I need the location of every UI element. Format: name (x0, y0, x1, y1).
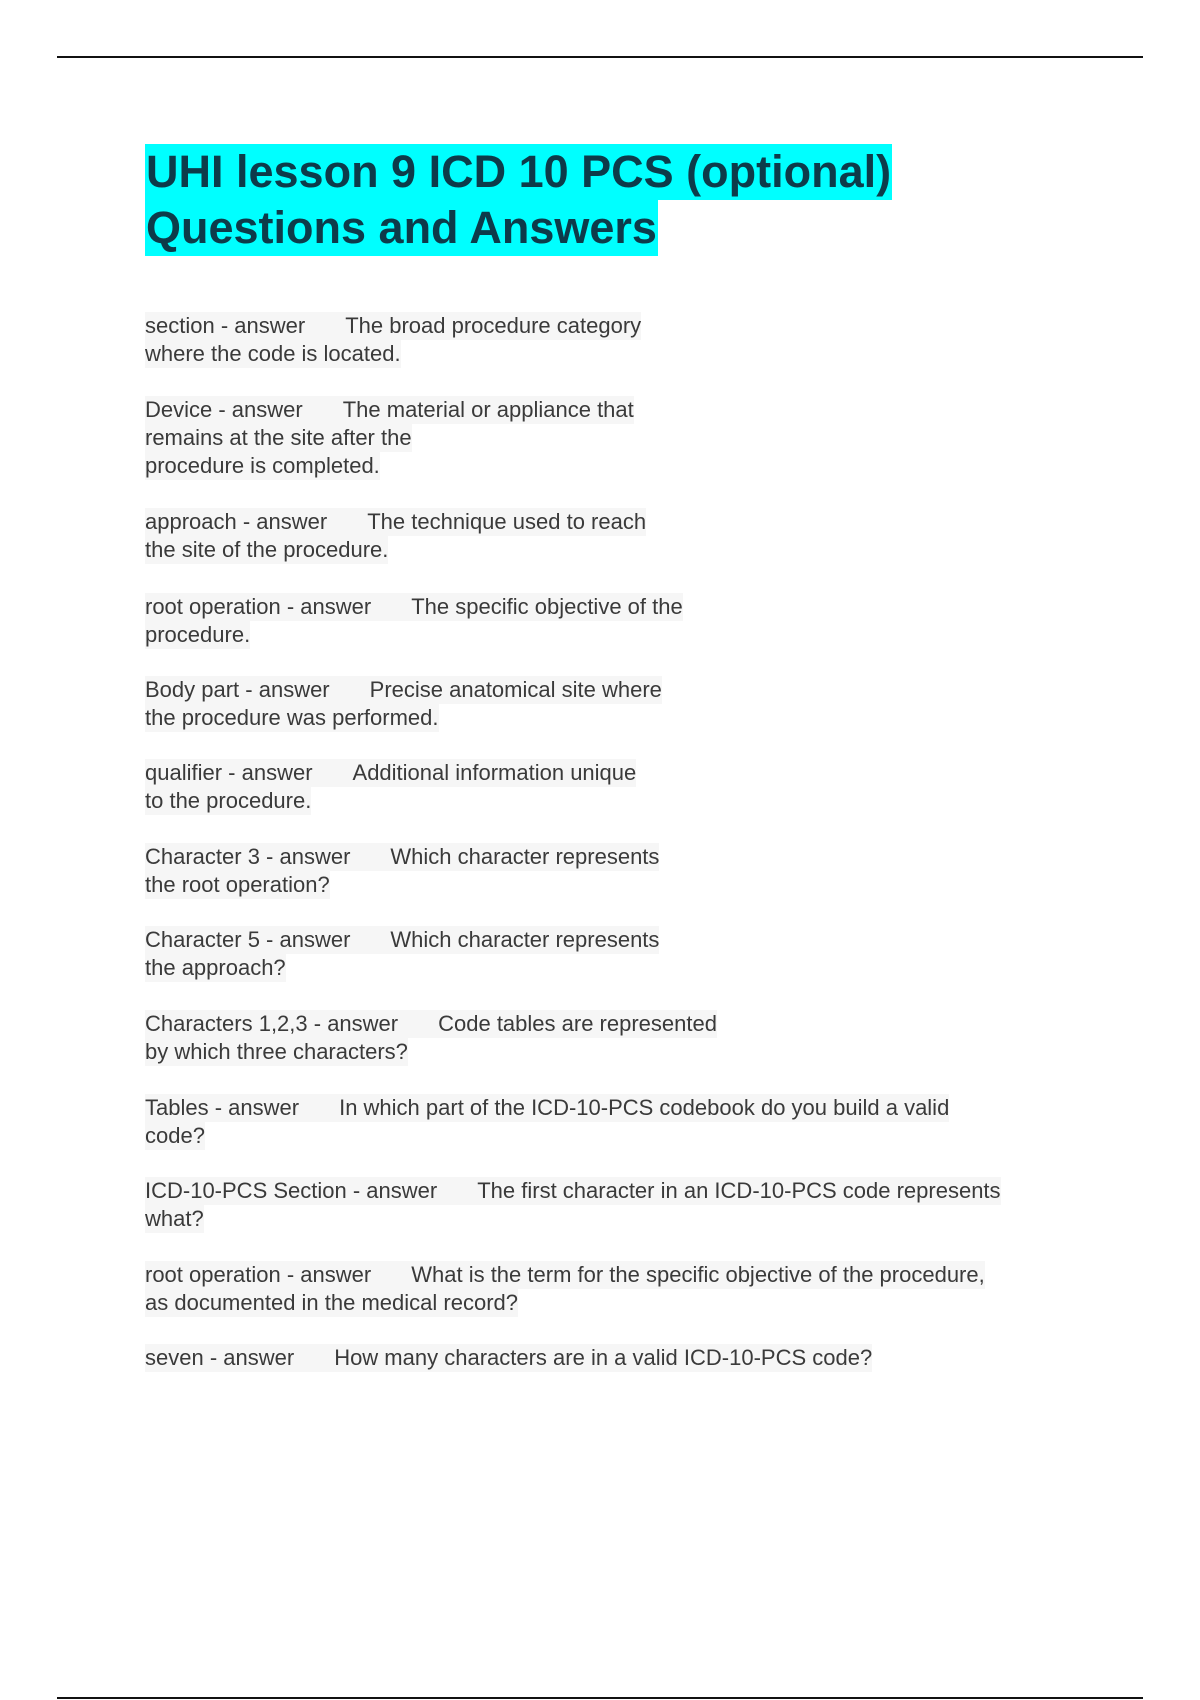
qa-item (145, 759, 636, 815)
qa-first-line (145, 593, 683, 621)
qa-answer-line (145, 1205, 204, 1233)
qa-first-line (145, 843, 659, 871)
qa-item (145, 676, 662, 732)
qa-first-line (145, 1261, 985, 1289)
qa-term: Characters 1,2,3 - answer (145, 1011, 399, 1036)
qa-answer-text: The material or appliance that (342, 397, 634, 422)
qa-answer-text: the approach? (145, 955, 286, 980)
qa-answer-line (145, 704, 439, 732)
qa-answer-text: the root operation? (145, 872, 330, 897)
qa-term: qualifier - answer (145, 760, 313, 785)
qa-answer-line (145, 536, 388, 564)
qa-answer-text: by which three characters? (145, 1039, 408, 1064)
qa-item (145, 312, 641, 368)
qa-answer-text: The technique used to reach (367, 509, 647, 534)
qa-term: root operation - answer (145, 594, 372, 619)
top-rule (57, 56, 1143, 58)
qa-first-line (145, 676, 662, 704)
qa-item (145, 1094, 949, 1150)
qa-answer-text: What is the term for the specific objective of the procedure, (411, 1262, 985, 1287)
qa-answer-line (145, 871, 330, 899)
qa-answer-text: Precise anatomical site where (369, 677, 662, 702)
qa-term: approach - answer (145, 509, 328, 534)
qa-answer-text: procedure. (145, 622, 251, 647)
qa-item (145, 1177, 1001, 1233)
qa-answer-text: where the code is located. (145, 341, 401, 366)
qa-answer-text: procedure is completed. (145, 453, 380, 478)
qa-answer-text: code? (145, 1123, 205, 1148)
qa-answer-text: The specific objective of the (411, 594, 683, 619)
qa-answer-line (145, 1289, 518, 1317)
qa-answer-text: remains at the site after the (145, 425, 412, 450)
qa-term: Body part - answer (145, 677, 330, 702)
qa-answer-text: Which character represents (390, 844, 660, 869)
bottom-rule (57, 1697, 1143, 1699)
page-title (145, 144, 1145, 256)
qa-answer-line (145, 1122, 205, 1150)
qa-answer-text: as documented in the medical record? (145, 1290, 518, 1315)
qa-answer-line (145, 1038, 408, 1066)
qa-answer-text: Which character represents (390, 927, 660, 952)
qa-answer-text: Code tables are represented (438, 1011, 717, 1036)
qa-answer-text: what? (145, 1206, 204, 1231)
qa-answer-text: to the procedure. (145, 788, 312, 813)
qa-answer-text: The first character in an ICD-10-PCS code represents (477, 1178, 1001, 1203)
qa-item (145, 843, 659, 899)
qa-term: Character 3 - answer (145, 844, 351, 869)
qa-answer-line (145, 424, 412, 452)
qa-first-line (145, 1344, 872, 1372)
qa-term: Character 5 - answer (145, 927, 351, 952)
qa-item (145, 396, 634, 480)
title-line-2: Questions and Answers (145, 200, 658, 256)
qa-first-line (145, 759, 636, 787)
qa-answer-text: the site of the procedure. (145, 537, 389, 562)
qa-first-line (145, 1177, 1001, 1205)
qa-first-line (145, 312, 641, 340)
qa-first-line (145, 508, 646, 536)
qa-first-line (145, 1010, 717, 1038)
qa-item (145, 1010, 717, 1066)
qa-answer-text: How many characters are in a valid ICD-10-PCS code? (334, 1345, 873, 1370)
title-line-1: UHI lesson 9 ICD 10 PCS (optional) (145, 144, 892, 200)
qa-answer-line (145, 787, 311, 815)
qa-answer-line (145, 954, 286, 982)
qa-first-line (145, 1094, 949, 1122)
qa-answer-line (145, 621, 250, 649)
qa-answer-text: Additional information unique (352, 760, 637, 785)
qa-term: seven - answer (145, 1345, 295, 1370)
qa-item (145, 508, 646, 564)
qa-term: ICD-10-PCS Section - answer (145, 1178, 438, 1203)
qa-answer-text: The broad procedure category (345, 313, 642, 338)
qa-first-line (145, 396, 634, 424)
qa-first-line (145, 926, 659, 954)
qa-term: Tables - answer (145, 1095, 300, 1120)
qa-term: Device - answer (145, 397, 303, 422)
qa-item (145, 593, 683, 649)
qa-item (145, 1344, 872, 1372)
qa-answer-text: In which part of the ICD-10-PCS codebook do you build a valid (339, 1095, 950, 1120)
qa-answer-line (145, 452, 380, 480)
qa-item (145, 1261, 985, 1317)
qa-term: section - answer (145, 313, 306, 338)
qa-item (145, 926, 659, 982)
qa-answer-text: the procedure was performed. (145, 705, 439, 730)
qa-answer-line (145, 340, 401, 368)
qa-term: root operation - answer (145, 1262, 372, 1287)
